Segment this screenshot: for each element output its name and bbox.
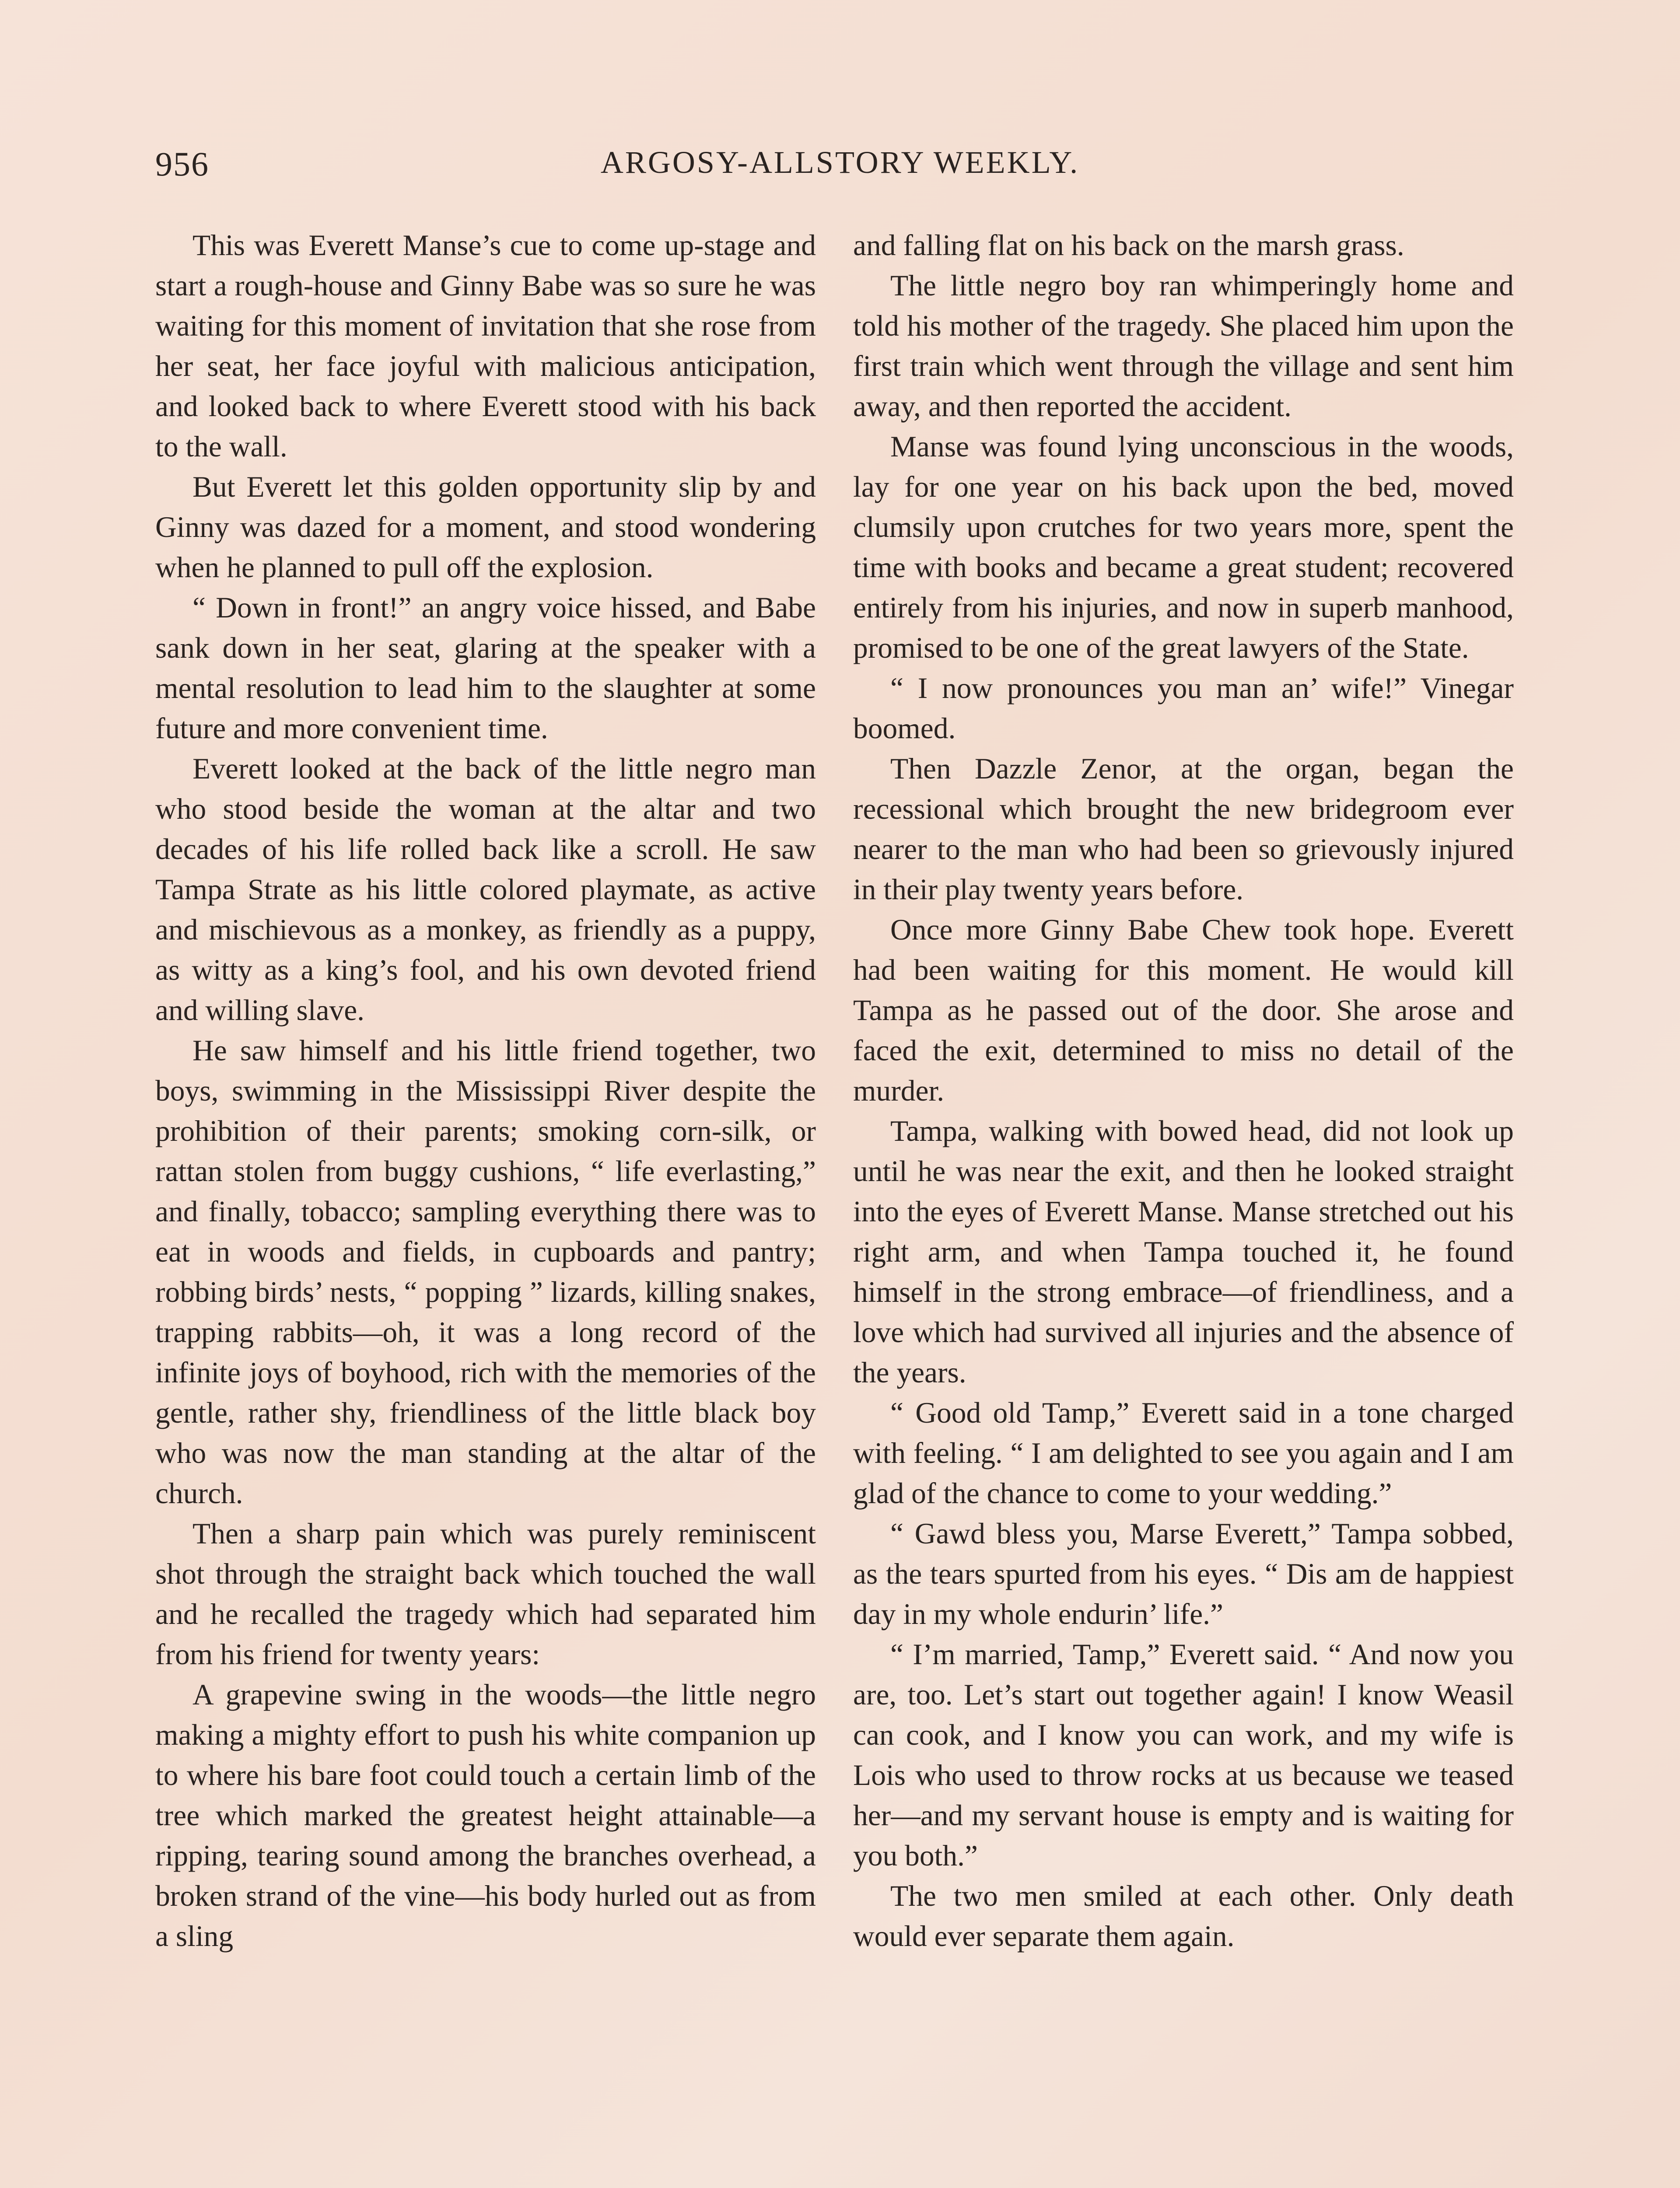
paragraph: He saw himself and his little friend together, two boys, swimming in the Mississippi River despite the prohibition of their parents; smoking corn-silk, or rattan stolen from buggy cushions, “ life everlasting,” and finally, tobacco; sampling everything there was to eat in woods and fields, in cupboards and pantry; robbing birds’ nests, “ popping ” lizards, killing snakes, trapping rabbits—oh, it was a long record of the infinite joys of boyhood, rich with the memories of the gentle, rather shy, friendliness of the little black boy who was now the man standing at the altar of the church.: [155, 1034, 816, 1510]
paragraph: The two men smiled at each other. Only death would ever separate them again.: [853, 1879, 1514, 1953]
paragraph: Manse was found lying unconscious in the woods, lay for one year on his back upon the bed, moved clumsily upon crutches for two years more, spent the time with books and became a great student; recovered entirely from his injuries, and now in superb manhood, promised to be one of the great lawyers of the State.: [853, 430, 1514, 664]
paragraph: Then Dazzle Zenor, at the organ, began the recessional which brought the new bridegroom ever nearer to the man who had been so grievously injured in their play twenty years before.: [853, 752, 1514, 906]
paragraph: Then a sharp pain which was purely reminiscent shot through the straight back which touched the wall and he recalled the tragedy which had separated him from his friend for twenty years:: [155, 1517, 816, 1671]
paragraph: But Everett let this golden opportunity slip by and Ginny was dazed for a moment, and stood wondering when he planned to pull off the explosion.: [155, 470, 816, 584]
paragraph: “ Good old Tamp,” Everett said in a tone charged with feeling. “ I am delighted to see you again and I am glad of the chance to come to your wedding.”: [853, 1396, 1514, 1510]
paragraph: A grapevine swing in the woods—the little negro making a mighty effort to push his white companion up to where his bare foot could touch a certain limb of the tree which marked the greatest height attainable—a ripping, tearing sound among the branches overhead, a broken strand of the vine—his body hurled out as from a sling: [155, 1678, 816, 1953]
paragraph: Once more Ginny Babe Chew took hope. Everett had been waiting for this moment. He would kill Tampa as he passed out of the door. She arose and faced the exit, determined to miss no detail of the murder.: [853, 913, 1514, 1107]
page-number: 956: [155, 145, 209, 183]
paragraph-continued: and falling flat on his back on the marsh grass.: [853, 229, 1404, 262]
left-column: [155, 225, 816, 1957]
right-column: [853, 225, 1514, 1957]
running-title: ARGOSY-ALLSTORY WEEKLY.: [600, 145, 1080, 180]
page-header: [155, 144, 1525, 197]
paragraph: “ I’m married, Tamp,” Everett said. “ And now you are, too. Let’s start out together again! I know Weasil can cook, and I know you can work, and my wife is Lois who used to throw rocks at us because we teased her—and my servant house is empty and is waiting for you both.”: [853, 1638, 1514, 1872]
paragraph: “ Gawd bless you, Marse Everett,” Tampa sobbed, as the tears spurted from his eyes. “ Dis am de happiest day in my whole endurin’ life.”: [853, 1517, 1514, 1630]
paragraph: “ Down in front!” an angry voice hissed, and Babe sank down in her seat, glaring at the speaker with a mental resolution to lead him to the slaughter at some future and more convenient time.: [155, 591, 816, 745]
paragraph: “ I now pronounces you man an’ wife!” Vinegar boomed.: [853, 672, 1514, 745]
paragraph: This was Everett Manse’s cue to come up-stage and start a rough-house and Ginny Babe was so sure he was waiting for this moment of invitation that she rose from her seat, her face joyful with malicious anticipation, and looked back to where Everett stood with his back to the wall.: [155, 229, 816, 463]
paragraph: Tampa, walking with bowed head, did not look up until he was near the exit, and then he looked straight into the eyes of Everett Manse. Manse stretched out his right arm, and when Tampa touched it, he found himself in the strong embrace—of friendliness, and a love which had survived all injuries and the absence of the years.: [853, 1115, 1514, 1389]
paragraph: The little negro boy ran whimperingly home and told his mother of the tragedy. She placed him upon the first train which went through the village and sent him away, and then reported the accident.: [853, 269, 1514, 423]
paragraph: Everett looked at the back of the little negro man who stood beside the woman at the altar and two decades of his life rolled back like a scroll. He saw Tampa Strate as his little colored playmate, as active and mischievous as a monkey, as friendly as a puppy, as witty as a king’s fool, and his own devoted friend and willing slave.: [155, 752, 816, 1027]
